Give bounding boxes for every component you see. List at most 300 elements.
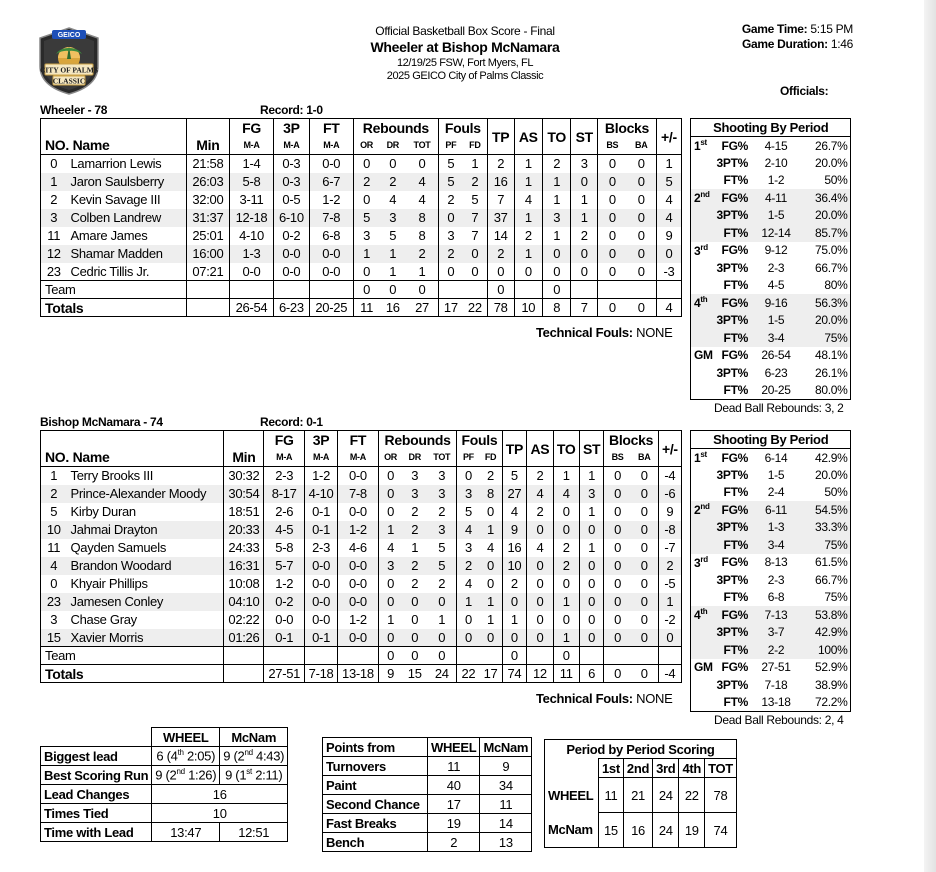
or-subheader: OR bbox=[378, 449, 402, 467]
stat-st: 0 bbox=[579, 611, 604, 629]
shot-pct: 38.9% bbox=[814, 677, 848, 692]
stat-st: 1 bbox=[579, 503, 604, 521]
stat-min: 10:08 bbox=[224, 575, 264, 593]
stat-pf: 0 bbox=[438, 263, 462, 281]
stat-pm: 2 bbox=[658, 557, 681, 575]
stat-as: 0 bbox=[527, 611, 553, 629]
stat-pf: 0 bbox=[457, 629, 480, 647]
stat-st: 0 bbox=[571, 263, 598, 281]
shot-pct: 36.4% bbox=[801, 189, 851, 207]
stat-tot: 0 bbox=[427, 629, 457, 647]
total-dr: 15 bbox=[402, 665, 427, 683]
stat-as: 0 bbox=[527, 521, 553, 539]
stat-as: 2 bbox=[527, 503, 553, 521]
period-number: 1 bbox=[694, 139, 701, 153]
stat-tp: 4 bbox=[502, 503, 527, 521]
stat-or: 1 bbox=[353, 245, 379, 263]
shooting-row bbox=[691, 694, 851, 712]
period-header-row bbox=[545, 759, 737, 778]
stat-min: 30:32 bbox=[224, 467, 264, 485]
team-ft bbox=[309, 281, 353, 299]
stat-ft: 6-8 bbox=[309, 227, 353, 245]
period-label bbox=[691, 659, 717, 677]
points-row bbox=[323, 795, 532, 814]
team-min bbox=[186, 281, 229, 299]
blocks-header: Blocks bbox=[604, 431, 658, 449]
stat-ft: 6-7 bbox=[309, 173, 353, 191]
stat-dr: 0 bbox=[402, 629, 427, 647]
stat-pm: -7 bbox=[658, 539, 681, 557]
stat-bs: 0 bbox=[598, 191, 627, 209]
stat-min: 01:26 bbox=[224, 629, 264, 647]
team-or: 0 bbox=[378, 647, 402, 665]
stat-min: 24:33 bbox=[224, 539, 264, 557]
total-tp: 78 bbox=[487, 299, 514, 317]
stat-bs: 0 bbox=[604, 611, 631, 629]
totals-label: Totals bbox=[41, 299, 187, 317]
shooting-row bbox=[691, 466, 851, 484]
player-row bbox=[41, 227, 682, 245]
total-tp: 74 bbox=[502, 665, 527, 683]
period-header: 3rd bbox=[653, 759, 679, 778]
stat-to: 1 bbox=[543, 227, 571, 245]
stat-bs: 0 bbox=[604, 575, 631, 593]
stat-ba: 0 bbox=[627, 155, 657, 173]
shot-pct: 75% bbox=[801, 536, 851, 554]
stat-fd: 0 bbox=[463, 245, 487, 263]
period-number: 2 bbox=[694, 503, 701, 518]
shooting-row bbox=[691, 312, 851, 330]
team-ft bbox=[338, 647, 379, 665]
team1-box-score-table bbox=[40, 118, 682, 317]
stat-ft: 0-0 bbox=[338, 503, 379, 521]
stat-or: 5 bbox=[353, 209, 379, 227]
player-name: Shamar Madden bbox=[67, 245, 187, 263]
stat-pf: 2 bbox=[438, 191, 462, 209]
stat-fg: 3-11 bbox=[229, 191, 273, 209]
points-mcnam: 11 bbox=[480, 795, 532, 814]
stat-tot: 3 bbox=[427, 485, 457, 503]
stat-bs: 0 bbox=[604, 467, 631, 485]
period-label bbox=[691, 312, 717, 330]
game-stats-col2: McNam bbox=[220, 728, 288, 747]
shot-type: FG% bbox=[721, 243, 748, 258]
as-header: AS bbox=[527, 431, 553, 467]
stat-tot: 5 bbox=[438, 540, 446, 555]
no-name-header: NO. Name bbox=[45, 449, 110, 466]
stat-fg: 4-10 bbox=[229, 227, 273, 245]
player-row bbox=[41, 209, 682, 227]
points-col1: WHEEL bbox=[428, 738, 480, 757]
stat-dr: 2 bbox=[402, 521, 427, 539]
totals-row bbox=[41, 665, 682, 683]
stat-fd: 5 bbox=[471, 192, 479, 207]
shot-pct: 26.7% bbox=[814, 138, 848, 153]
stat-tot: 2 bbox=[438, 576, 446, 591]
stat-tot: 1 bbox=[438, 612, 446, 627]
total-tot: 27 bbox=[406, 299, 438, 317]
stat-min: 07:21 bbox=[186, 263, 229, 281]
total-ba: 0 bbox=[631, 665, 659, 683]
shot-pct: 42.9% bbox=[814, 450, 848, 465]
shot-pct: 50% bbox=[824, 173, 848, 188]
period-number: 1 bbox=[694, 451, 701, 465]
stat-ft: 0-0 bbox=[309, 245, 353, 263]
stat-or: 0 bbox=[353, 191, 379, 209]
stat-p3: 6-10 bbox=[274, 209, 310, 227]
stat-bs: 0 bbox=[598, 173, 627, 191]
total-ft: 20-25 bbox=[309, 299, 353, 317]
shot-pct: 66.7% bbox=[814, 260, 848, 275]
player-name: Jaron Saulsberry bbox=[67, 173, 187, 191]
period-score: 19 bbox=[679, 813, 705, 848]
game-time-value: 5:15 PM bbox=[810, 22, 853, 36]
shot-pct: 75% bbox=[801, 329, 851, 347]
stat-fg: 8-17 bbox=[264, 485, 305, 503]
stat-as: 1 bbox=[514, 209, 543, 227]
stat-ft: 7-8 bbox=[309, 209, 353, 227]
shot-type: FT% bbox=[723, 485, 748, 500]
stat-ba: 0 bbox=[627, 209, 657, 227]
game-stats-table bbox=[40, 727, 288, 842]
team-or: 0 bbox=[353, 281, 379, 299]
total-pf: 17 bbox=[438, 299, 462, 317]
stat-ba: 0 bbox=[631, 521, 659, 539]
total-p3: 6-23 bbox=[274, 299, 310, 317]
team-tot: 0 bbox=[406, 281, 438, 299]
shot-pct: 53.8% bbox=[801, 606, 851, 624]
stat-ft: 1-2 bbox=[309, 191, 353, 209]
period-suffix: nd bbox=[700, 190, 710, 200]
stat-tp: 7 bbox=[487, 191, 514, 209]
stat-ba: 0 bbox=[627, 245, 657, 263]
team-pm bbox=[656, 281, 681, 299]
period-number: 4 bbox=[694, 608, 701, 623]
player-number: 12 bbox=[41, 245, 67, 263]
points-from-title: Points from bbox=[323, 738, 428, 757]
to-header: TO bbox=[553, 431, 579, 467]
stat-ft: 7-8 bbox=[338, 485, 379, 503]
period-label bbox=[691, 242, 717, 260]
stat-fd: 7 bbox=[471, 228, 479, 243]
stat-pf: 4 bbox=[457, 575, 480, 593]
stat-as: 0 bbox=[527, 575, 553, 593]
shot-type: 3PT% bbox=[717, 312, 751, 330]
stat-ba: 0 bbox=[631, 485, 659, 503]
stat-pf: 1 bbox=[457, 593, 480, 611]
stat-pm: -3 bbox=[656, 263, 681, 281]
fouls-header: Fouls bbox=[457, 431, 502, 449]
stat-or: 1 bbox=[378, 521, 402, 539]
stat-fg: 5-7 bbox=[264, 557, 305, 575]
fg-header: FG bbox=[229, 119, 273, 137]
shot-made-att: 1-5 bbox=[751, 312, 801, 330]
total-p3: 7-18 bbox=[305, 665, 338, 683]
shot-type: FT% bbox=[717, 536, 751, 554]
stat-ba: 0 bbox=[631, 467, 659, 485]
period-label bbox=[691, 484, 717, 502]
st-header: ST bbox=[579, 431, 604, 467]
stat-tot: 5 bbox=[427, 557, 457, 575]
stat-ba: 0 bbox=[637, 228, 645, 243]
stat-pm: 4 bbox=[656, 191, 681, 209]
player-name: Kirby Duran bbox=[70, 504, 136, 519]
shot-pct: 26.1% bbox=[814, 365, 848, 380]
rebounds-header: Rebounds bbox=[353, 119, 438, 137]
points-row bbox=[323, 833, 532, 852]
stat-bs: 0 bbox=[604, 593, 631, 611]
period-suffix: rd bbox=[700, 242, 708, 252]
team-dr: 0 bbox=[402, 647, 427, 665]
team-ba bbox=[627, 281, 657, 299]
bs-subheader: BS bbox=[604, 449, 631, 467]
pf-subheader: PF bbox=[438, 137, 462, 155]
stat-pm: -4 bbox=[658, 467, 681, 485]
min-header: Min bbox=[224, 449, 264, 467]
stat-dr: 1 bbox=[389, 263, 397, 279]
team2-technical-fouls: Technical Fouls: NONE bbox=[536, 691, 673, 706]
stat-bs: 0 bbox=[598, 263, 627, 281]
team-as bbox=[514, 281, 543, 299]
shot-type: FG% bbox=[721, 450, 748, 465]
shot-type: 3PT% bbox=[716, 467, 748, 482]
stat-ft: 1-2 bbox=[338, 521, 379, 539]
total-st: 7 bbox=[571, 299, 598, 317]
best-run-wheel: 9 (2nd 1:26) bbox=[152, 766, 220, 785]
period-label bbox=[691, 382, 717, 400]
stat-p3: 0-3 bbox=[274, 173, 310, 191]
shot-pct: 85.7% bbox=[801, 224, 851, 242]
points-category: Turnovers bbox=[323, 757, 428, 776]
shooting-row bbox=[691, 501, 851, 519]
points-mcnam: 14 bbox=[480, 814, 532, 833]
player-row bbox=[41, 467, 682, 485]
shooting-row bbox=[691, 676, 851, 694]
period-suffix: st bbox=[700, 450, 707, 459]
period-label bbox=[691, 189, 717, 207]
city-of-palms-classic-logo bbox=[36, 26, 102, 96]
player-name: Colben Landrew bbox=[67, 209, 187, 227]
pm-header: +/- bbox=[656, 119, 681, 155]
team-ba bbox=[631, 647, 659, 665]
shot-type: FG% bbox=[721, 660, 748, 675]
stat-fd: 4 bbox=[487, 540, 494, 555]
stat-tot: 3 bbox=[427, 467, 457, 485]
stat-fd: 2 bbox=[479, 467, 502, 485]
header-center bbox=[300, 24, 630, 84]
shot-pct: 50% bbox=[824, 485, 848, 500]
points-category: Paint bbox=[323, 776, 428, 795]
stat-or: 0 bbox=[378, 503, 402, 521]
stat-tp: 10 bbox=[502, 557, 527, 575]
stat-fg: 0-0 bbox=[264, 611, 305, 629]
stat-dr: 2 bbox=[402, 557, 427, 575]
ma-subheader: M-A bbox=[309, 137, 353, 155]
team-p3 bbox=[305, 647, 338, 665]
best-run-mcnam: 9 (1st 2:11) bbox=[220, 766, 288, 785]
period-score: 15 bbox=[599, 813, 624, 848]
shot-pct: 20.0% bbox=[814, 467, 848, 482]
shooting-row bbox=[691, 189, 851, 207]
team-row-label: Team bbox=[41, 647, 224, 665]
stat-to: 2 bbox=[553, 539, 579, 557]
shooting-row bbox=[691, 449, 851, 467]
period-number: 4 bbox=[694, 296, 701, 311]
player-row bbox=[41, 575, 682, 593]
date-venue: 12/19/25 FSW, Fort Myers, FL bbox=[396, 56, 534, 69]
shooting-row bbox=[691, 347, 851, 365]
team-as bbox=[527, 647, 553, 665]
player-number: 15 bbox=[41, 629, 67, 647]
stat-fd: 1 bbox=[487, 612, 494, 627]
points-row bbox=[323, 757, 532, 776]
stat-dr: 1 bbox=[411, 540, 419, 555]
player-name: Jahmai Drayton bbox=[67, 521, 224, 539]
period-score: 24 bbox=[653, 778, 679, 813]
as-header: AS bbox=[514, 119, 543, 155]
shot-made-att: 12-14 bbox=[751, 224, 801, 242]
shooting-row bbox=[691, 294, 851, 312]
points-row bbox=[323, 776, 532, 795]
shot-type: FG% bbox=[721, 138, 748, 153]
stat-fg: 0-0 bbox=[229, 263, 273, 281]
stat-pm: 5 bbox=[656, 173, 681, 191]
team-fd bbox=[463, 281, 487, 299]
player-number: 10 bbox=[41, 521, 67, 539]
period-suffix: th bbox=[700, 607, 708, 617]
shooting-row bbox=[691, 641, 851, 659]
period-label bbox=[691, 466, 717, 484]
player-number: 2 bbox=[41, 485, 67, 503]
team1-record: Record: 1-0 bbox=[260, 103, 323, 117]
stat-pm: -6 bbox=[658, 485, 681, 503]
stat-pf: 5 bbox=[457, 503, 480, 521]
fouls-header: Fouls bbox=[438, 119, 487, 137]
stat-tot: 8 bbox=[406, 209, 438, 227]
shooting-row bbox=[691, 536, 851, 554]
stat-to: 4 bbox=[553, 485, 579, 503]
stat-dr: 2 bbox=[379, 173, 406, 191]
stat-fd: 0 bbox=[479, 629, 502, 647]
logo-text-line1: CITY OF PALMS bbox=[39, 65, 99, 75]
total-min bbox=[224, 665, 264, 683]
team1-name: Wheeler - 78 bbox=[40, 103, 108, 117]
shot-made-att: 3-7 bbox=[751, 624, 801, 642]
stat-bs: 0 bbox=[598, 227, 627, 245]
stat-ba: 0 bbox=[640, 612, 648, 627]
player-row bbox=[41, 155, 682, 173]
period-score: 16 bbox=[623, 813, 652, 848]
period-number: 3 bbox=[694, 555, 701, 570]
stat-as: 2 bbox=[514, 227, 543, 245]
stat-to: 1 bbox=[553, 593, 579, 611]
player-number: 0 bbox=[41, 155, 67, 173]
period-label bbox=[691, 329, 717, 347]
shot-made-att: 8-13 bbox=[764, 555, 788, 570]
shot-pct: 80.0% bbox=[814, 383, 848, 397]
points-mcnam: 13 bbox=[480, 833, 532, 852]
stat-pm: -2 bbox=[658, 611, 681, 629]
stat-to: 1 bbox=[543, 173, 571, 191]
team1-technical-fouls: Technical Fouls: NONE bbox=[536, 325, 673, 340]
stat-fg: 5-8 bbox=[264, 539, 305, 557]
total-tot: 24 bbox=[427, 665, 457, 683]
team-row-label: Team bbox=[41, 281, 187, 299]
stat-fg: 2-6 bbox=[264, 503, 305, 521]
stat-or: 3 bbox=[378, 557, 402, 575]
player-row bbox=[41, 191, 682, 209]
game-time-label: Game Time: bbox=[741, 22, 808, 36]
stat-st: 0 bbox=[579, 593, 604, 611]
stat-pf: 0 bbox=[457, 611, 480, 629]
stat-ft: 0-0 bbox=[338, 575, 379, 593]
team2-shooting-by-period bbox=[690, 430, 851, 712]
ft-header: FT bbox=[338, 431, 379, 449]
shot-made-att: 7-13 bbox=[751, 606, 801, 624]
stat-or: 4 bbox=[378, 539, 402, 557]
stat-min: 04:10 bbox=[224, 593, 264, 611]
stat-fg: 1-3 bbox=[229, 245, 273, 263]
points-wheel: 40 bbox=[428, 776, 480, 795]
stat-min: 16:00 bbox=[186, 245, 229, 263]
shot-pct: 56.3% bbox=[801, 294, 851, 312]
stat-ba: 0 bbox=[637, 263, 645, 279]
ft-header: FT bbox=[309, 119, 353, 137]
stat-tp: 9 bbox=[502, 521, 527, 539]
shot-made-att: 1-3 bbox=[751, 519, 801, 537]
lead-changes-label: Lead Changes bbox=[41, 785, 152, 804]
stat-pm: 9 bbox=[656, 227, 681, 245]
stat-bs: 0 bbox=[604, 485, 631, 503]
stat-fd: 0 bbox=[487, 576, 494, 591]
totals-label: Totals bbox=[41, 665, 224, 683]
period-scoring-title: Period by Period Scoring bbox=[566, 741, 715, 757]
total-pf: 22 bbox=[457, 665, 480, 683]
shot-type: FT% bbox=[723, 590, 748, 605]
stat-bs: 0 bbox=[604, 539, 631, 557]
stat-to: 0 bbox=[543, 263, 571, 281]
game-duration-value: 1:46 bbox=[830, 37, 853, 51]
tp-header: TP bbox=[487, 119, 514, 155]
shot-made-att: 1-5 bbox=[767, 467, 785, 482]
shot-type: 3PT% bbox=[716, 260, 748, 275]
stat-fd: 1 bbox=[479, 593, 502, 611]
period-label bbox=[691, 694, 717, 712]
total-to: 8 bbox=[543, 299, 571, 317]
stat-dr: 2 bbox=[411, 576, 419, 591]
shot-pct: 75.0% bbox=[814, 243, 848, 258]
stat-bs: 0 bbox=[604, 557, 631, 575]
period-score: 24 bbox=[653, 813, 679, 848]
shot-made-att: 3-4 bbox=[751, 536, 801, 554]
shooting-row bbox=[691, 571, 851, 589]
shot-made-att: 2-3 bbox=[767, 572, 785, 587]
stat-tp: 0 bbox=[487, 263, 514, 281]
shot-made-att: 1-2 bbox=[767, 173, 785, 188]
shot-made-att: 26-54 bbox=[761, 348, 791, 363]
time-with-lead-mcnam: 12:51 bbox=[220, 823, 288, 842]
period-label bbox=[691, 154, 717, 172]
best-run-label: Best Scoring Run bbox=[41, 766, 152, 785]
pm-header: +/- bbox=[658, 431, 681, 467]
shot-made-att: 6-11 bbox=[751, 501, 801, 519]
stat-p3: 4-10 bbox=[305, 485, 338, 503]
period-suffix: st bbox=[700, 138, 707, 147]
player-name: Prince-Alexander Moody bbox=[67, 485, 224, 503]
team-tot: 0 bbox=[427, 647, 457, 665]
shot-made-att: 9-16 bbox=[751, 294, 801, 312]
stat-or: 0 bbox=[378, 575, 402, 593]
